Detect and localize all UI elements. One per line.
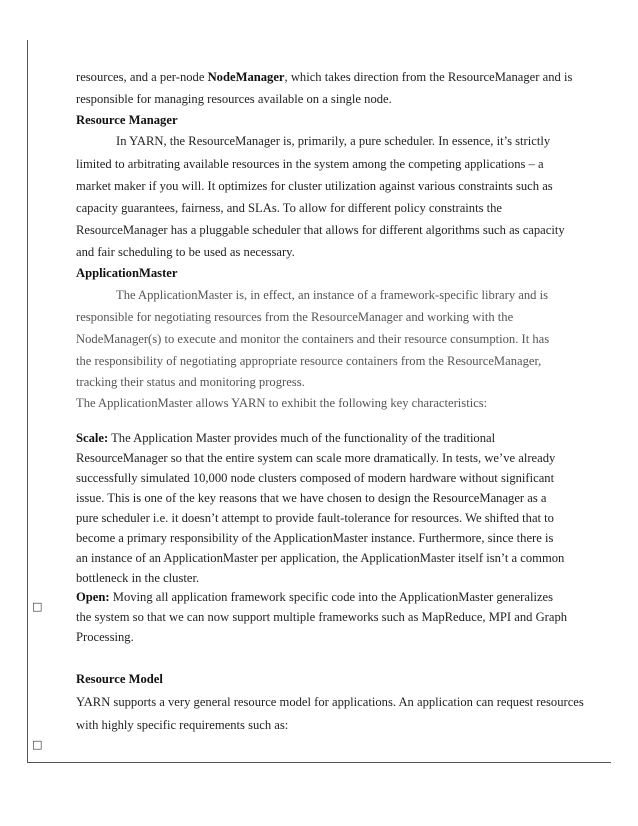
body-line: limited to arbitrating available resources in the system among the competing applications – a: [76, 157, 544, 171]
page-bottom-rule: [27, 762, 611, 763]
body-line: with highly specific requirements such as:: [76, 718, 289, 732]
body-line: market maker if you will. It optimizes for cluster utilization against various constraints such as: [76, 179, 553, 193]
body-line: the responsibility of negotiating appropriate resource containers from the ResourceManager,: [76, 354, 542, 368]
term-open: Open:: [76, 590, 110, 604]
missing-glyph-icon: □: [32, 738, 43, 751]
body-line: Scale: The Application Master provides much of the functionality of the traditional: [76, 431, 496, 445]
body-line: tracking their status and monitoring progress.: [76, 375, 305, 389]
body-line: responsible for managing resources available on a single node.: [76, 92, 392, 106]
section-heading-resource-model: Resource Model: [76, 672, 163, 686]
body-line: YARN supports a very general resource model for applications. An application can request resources: [76, 695, 584, 709]
body-line: become a primary responsibility of the ApplicationMaster instance. Furthermore, since there is: [76, 531, 554, 545]
body-line: Processing.: [76, 630, 134, 644]
body-line: the system so that we can now support multiple frameworks such as MapReduce, MPI and Graph: [76, 610, 568, 624]
body-line: The ApplicationMaster allows YARN to exhibit the following key characteristics:: [76, 396, 488, 410]
body-line: bottleneck in the cluster.: [76, 571, 200, 585]
page-left-rule: [27, 40, 28, 762]
body-line: resources, and a per-node NodeManager, which takes direction from the ResourceManager and is: [76, 70, 573, 84]
body-line: In YARN, the ResourceManager is, primarily, a pure scheduler. In essence, it’s strictly: [116, 134, 551, 148]
body-line: capacity guarantees, fairness, and SLAs. To allow for different policy constraints the: [76, 201, 503, 215]
body-line: an instance of an ApplicationMaster per application, the ApplicationMaster itself isn’t a common: [76, 551, 565, 565]
term-scale: Scale:: [76, 431, 109, 445]
body-line: pure scheduler i.e. it doesn’t attempt to provide fault-tolerance for resources. We shifted that to: [76, 511, 554, 525]
section-heading-resource-manager: Resource Manager: [76, 113, 178, 127]
body-line: successfully simulated 10,000 node clusters composed of modern hardware without significant: [76, 471, 555, 485]
body-line: ResourceManager so that the entire system can scale more dramatically. In tests, we’ve already: [76, 451, 556, 465]
body-line: issue. This is one of the key reasons that we have chosen to design the ResourceManager as a: [76, 491, 547, 505]
body-line: responsible for negotiating resources from the ResourceManager and working with the: [76, 310, 514, 324]
body-line: The ApplicationMaster is, in effect, an instance of a framework-specific library and is: [116, 288, 548, 302]
body-line: NodeManager(s) to execute and monitor the containers and their resource consumption. It has: [76, 332, 550, 346]
body-line: ResourceManager has a pluggable scheduler that allows for different algorithms such as capacity: [76, 223, 565, 237]
body-line: Open: Moving all application framework specific code into the ApplicationMaster generalizes: [76, 590, 554, 604]
section-heading-application-master: ApplicationMaster: [76, 266, 178, 280]
missing-glyph-icon: □: [32, 600, 43, 613]
body-line: and fair scheduling to be used as necessary.: [76, 245, 295, 259]
